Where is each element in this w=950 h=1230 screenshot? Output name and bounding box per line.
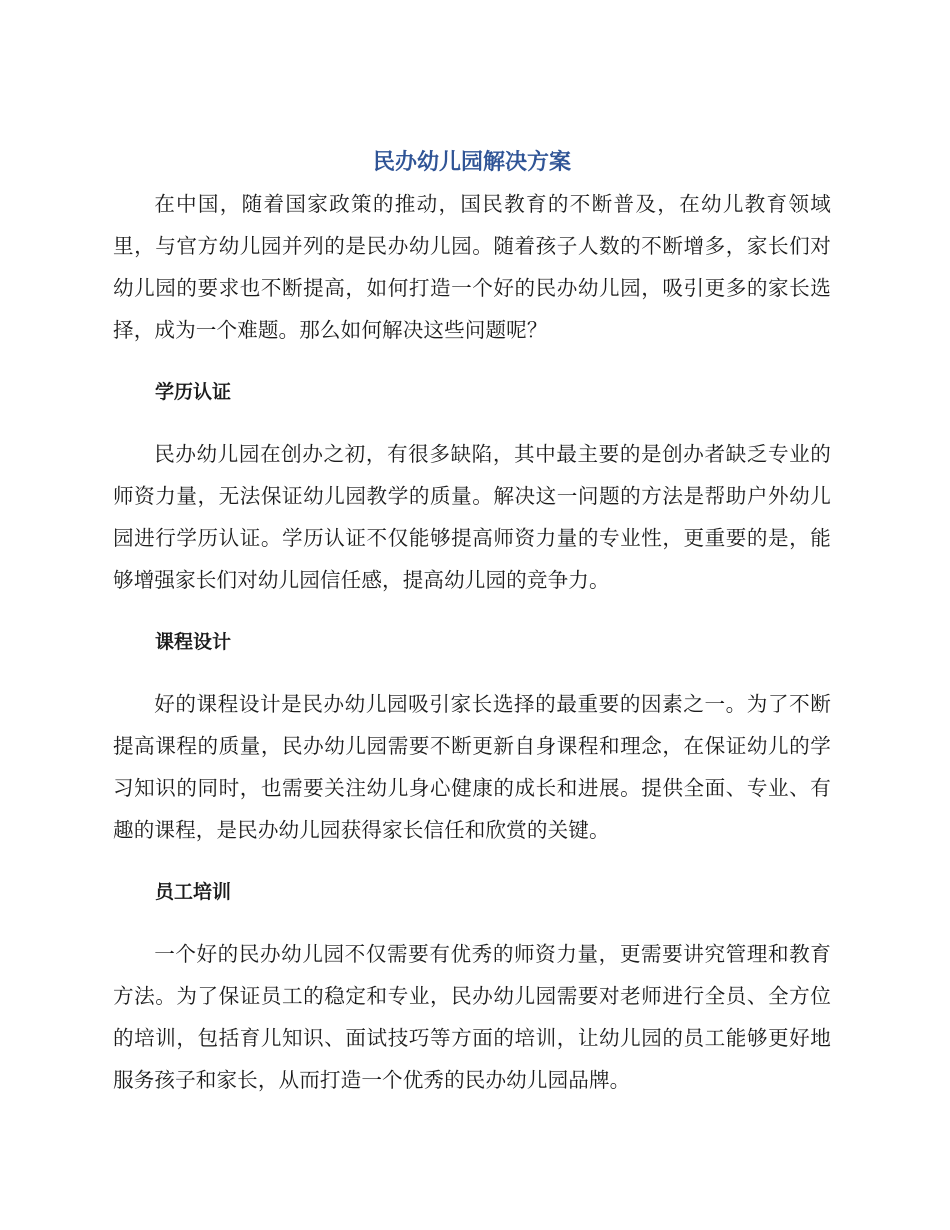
section-heading-course-design: 课程设计 (155, 631, 232, 653)
intro-paragraph: 在中国，随着国家政策的推动，国民教育的不断普及，在幼儿教育领域里，与官方幼儿园并列的是民办幼儿园。随着孩子人数的不断增多，家长们对幼儿园的要求也不断提高，如何打造一个好的民办幼儿园，吸引更多的家长选择，成为一个难题。那么如何解决这些问题呢？ (113, 192, 831, 342)
section-body-staff-training: 一个好的民办幼儿园不仅需要有优秀的师资力量，更需要讲究管理和教育方法。为了保证员工的稳定和专业，民办幼儿园需要对老师进行全员、全方位的培训，包括育儿知识、面试技巧等方面的培训，让幼儿园的员工能够更好地服务孩子和家长，从而打造一个优秀的民办幼儿园品牌。 (113, 942, 831, 1092)
spacer (113, 601, 831, 621)
section-body-course-design: 好的课程设计是民办幼儿园吸引家长选择的最重要的因素之一。为了不断提高课程的质量，民办幼儿园需要不断更新自身课程和理念，在保证幼儿的学习知识的同时，也需要关注幼儿身心健康的成长和进展。提供全面、专业、有趣的课程，是民办幼儿园获得家长信任和欣赏的关键。 (113, 692, 831, 842)
document-title: 民办幼儿园解决方案 (372, 150, 571, 175)
spacer (113, 351, 831, 371)
spacer (113, 663, 831, 683)
spacer (113, 413, 831, 433)
section-body-education-certification: 民办幼儿园在创办之初，有很多缺陷，其中最主要的是创办者缺乏专业的师资力量，无法保证幼儿园教学的质量。解决这一问题的方法是帮助户外幼儿园进行学历认证。学历认证不仅能够提高师资力量的专业性，更重要的是，能够增强家长们对幼儿园信任感，提高幼儿园的竞争力。 (113, 442, 831, 592)
spacer (113, 851, 831, 871)
section-heading-education-certification: 学历认证 (155, 381, 232, 403)
document-content (113, 143, 831, 1101)
spacer (113, 913, 831, 933)
section-heading-staff-training: 员工培训 (155, 881, 232, 903)
